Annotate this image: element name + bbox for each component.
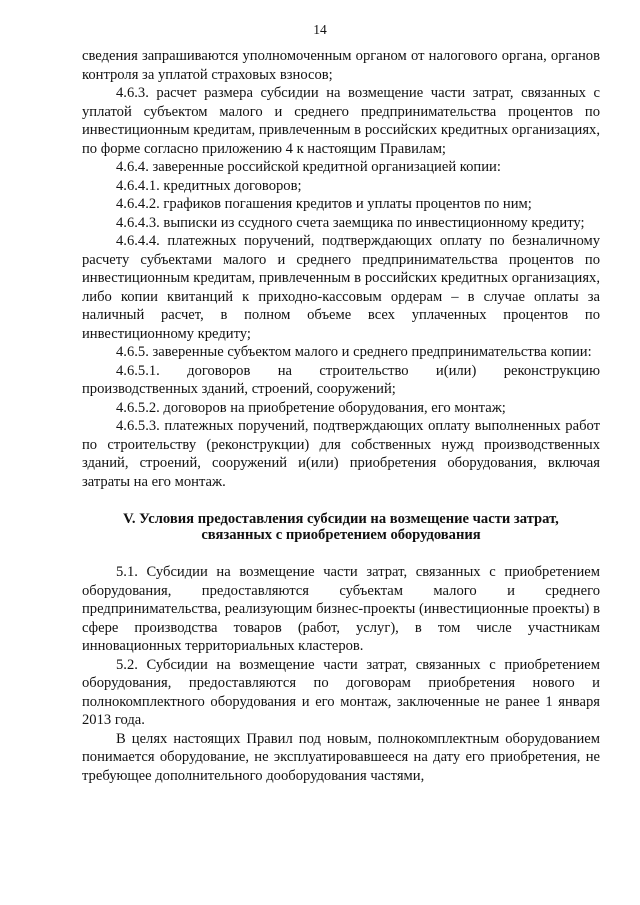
paragraph: 4.6.3. расчет размера субсидии на возмещение части затрат, связанных с уплатой субъектом малого и среднего предпринимательства процентов по инвестиционным кредитам, привлеченным в российских кредитных организациях, по форме согласно приложению 4 к настоящим Правилам; (82, 85, 600, 157)
paragraph: 5.2. Субсидии на возмещение части затрат, связанных с приобретением оборудования, предоставляются по договорам приобретения нового и полнокомплектного оборудования и его монтаж, заключенные не ранее 1 января 2013 года. (82, 656, 600, 728)
paragraph: 4.6.5. заверенные субъектом малого и среднего предпринимательства копии: (116, 344, 592, 360)
section-heading (82, 511, 600, 543)
paragraph: 4.6.5.3. платежных поручений, подтверждающих оплату выполненных работ по строительству (реконструкции) для собственных нужд производственных зданий, строений, сооружений и(или) приобретения оборудования, включая затраты на его монтаж. (82, 418, 600, 490)
paragraph: 4.6.4.2. графиков погашения кредитов и уплаты процентов по ним; (116, 196, 532, 212)
document-body (82, 47, 600, 785)
paragraph: 4.6.4.1. кредитных договоров; (116, 177, 302, 194)
paragraph: 4.6.4.4. платежных поручений, подтверждающих оплату по безналичному расчету субъектами малого и среднего предпринимательства процентов по инвестиционным кредитам, привлеченным в российских кредитных организациях, либо копии квитанций к приходно-кассовым ордерам – в случае оплаты за наличный расчет, в полном объеме всех уплаченных процентов по инвестиционному кредиту; (82, 233, 600, 342)
paragraph: сведения запрашиваются уполномоченным органом от налогового органа, органов контроля за уплатой страховых взносов; (82, 48, 600, 83)
paragraph: 4.6.5.1. договоров на строительство и(или) реконструкцию производственных зданий, строений, сооружений; (82, 362, 600, 397)
paragraph: 4.6.4.3. выписки из ссудного счета заемщика по инвестиционному кредиту; (116, 214, 585, 231)
section-heading-line: связанных с приобретением оборудования (201, 527, 481, 543)
paragraph: 4.6.4. заверенные российской кредитной организацией копии: (116, 159, 501, 175)
paragraph: 4.6.5.2. договоров на приобретение оборудования, его монтаж; (116, 399, 506, 416)
section-heading-line: V. Условия предоставления субсидии на возмещение части затрат, (123, 511, 559, 527)
section-iv-continuation (82, 47, 600, 491)
paragraph: В целях настоящих Правил под новым, полнокомплектным оборудованием понимается оборудование, не эксплуатировавшееся на дату его приобретения, не требующее дополнительного дооборудования частями, (82, 730, 600, 784)
page-number: 14 (313, 22, 327, 37)
paragraph: 5.1. Субсидии на возмещение части затрат, связанных с приобретением оборудования, предоставляются субъектам малого и среднего предпринимательства, реализующим бизнес-проекты (инвестиционные проекты) в сфере производства товаров (работ, услуг), в том числе участникам инновационных территориальных кластеров. (82, 564, 600, 654)
section-v-body (82, 563, 600, 785)
